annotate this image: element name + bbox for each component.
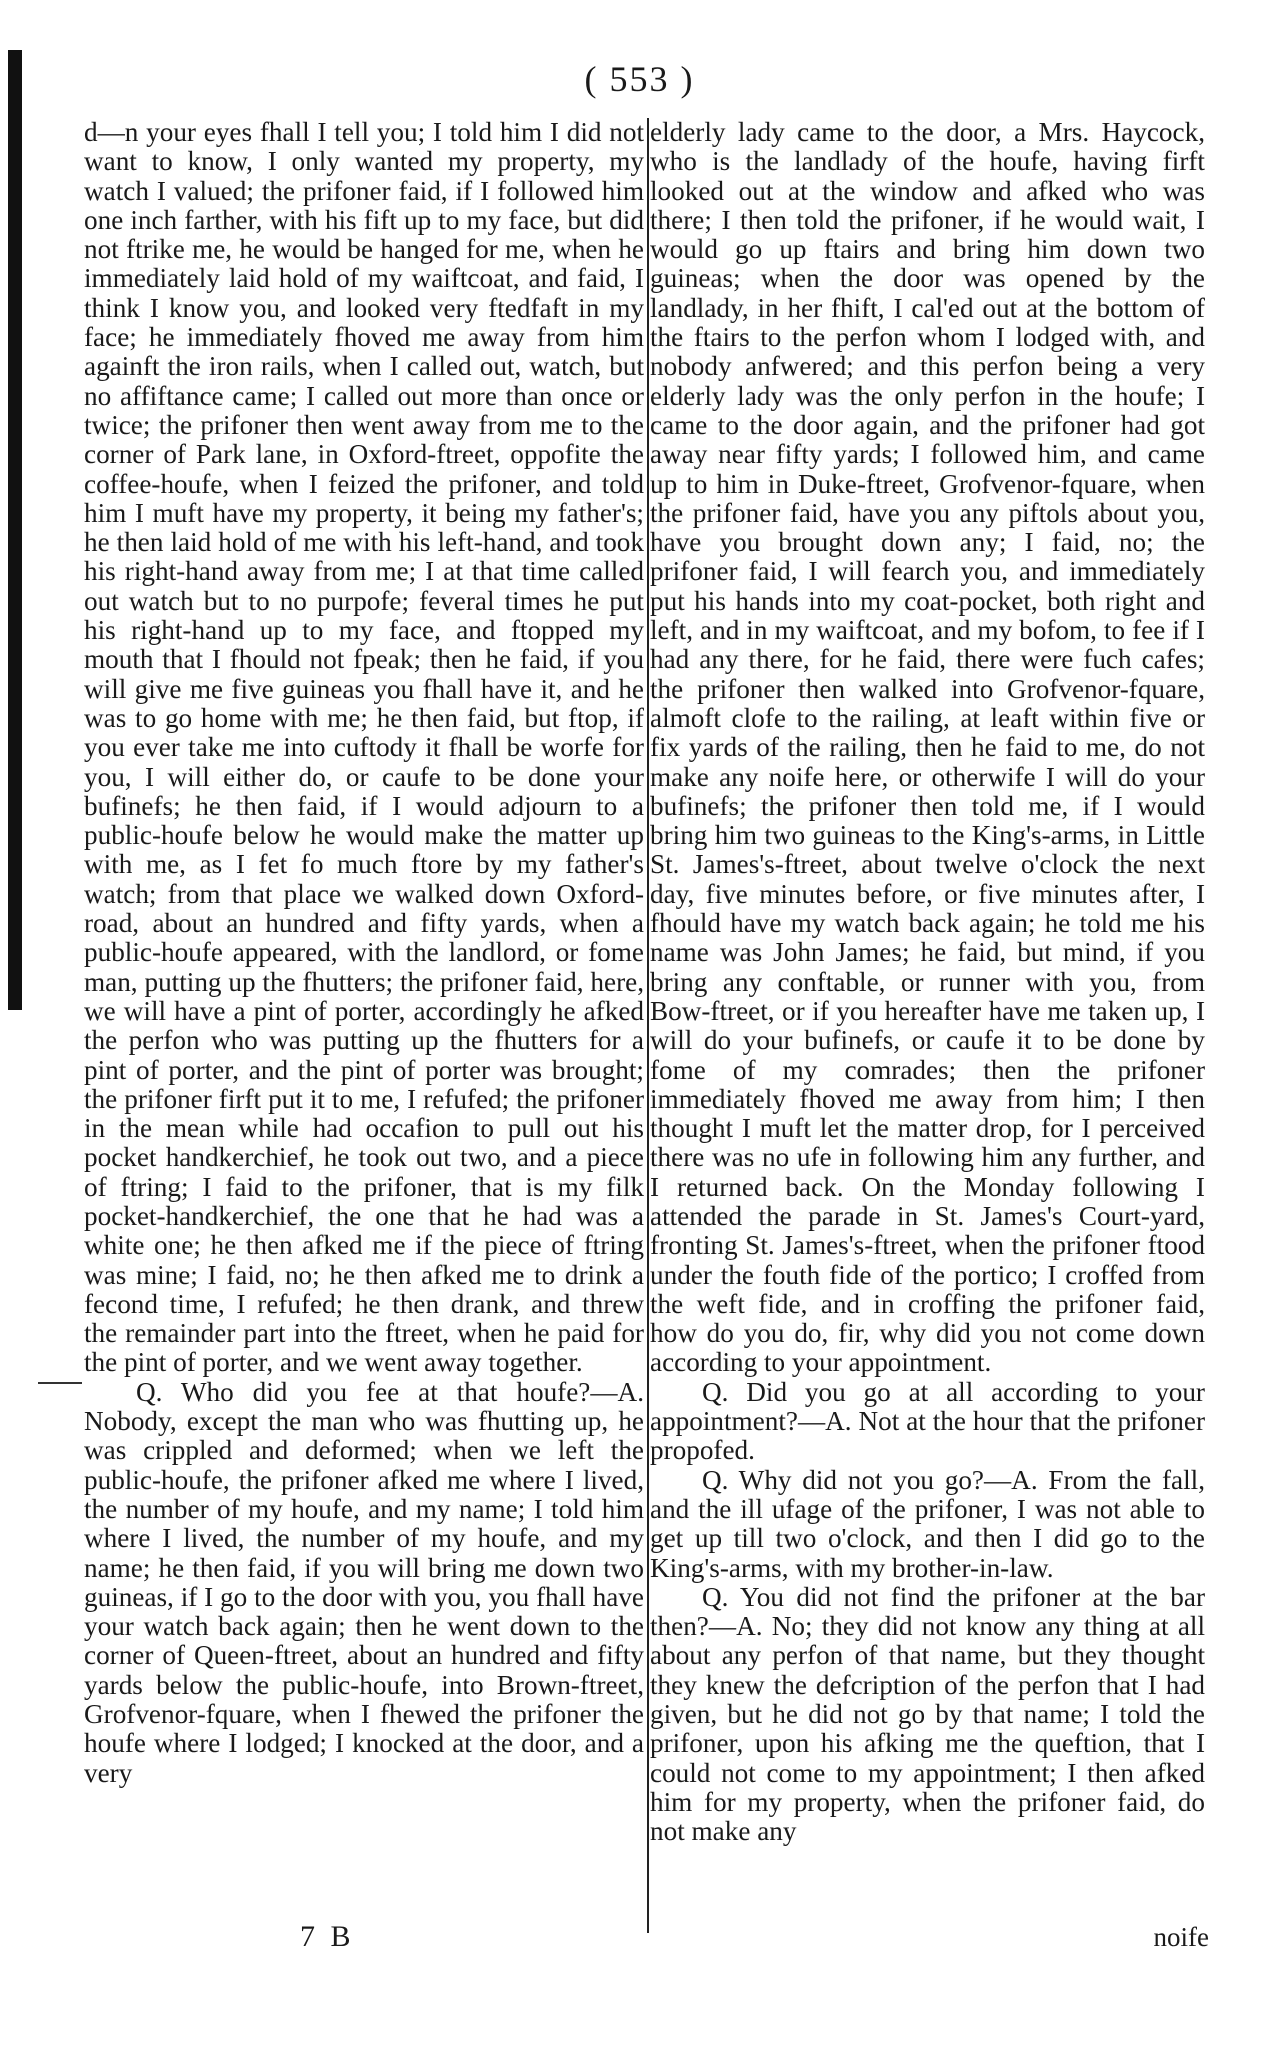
page-number: ( 553 ) <box>584 59 695 99</box>
paragraph: Q. Did you go at all according to your appointment?—A. Not at the hour that the prifoner propofed. <box>650 1376 1205 1466</box>
margin-mark <box>38 1382 82 1384</box>
left-column <box>84 118 644 1788</box>
paragraph: Q. Why did not you go?—A. From the fall, and the ill ufage of the prifoner, I was not able to get up till two o'clock, and then I did go to the King's-arms, with my brother-in-law. <box>650 1464 1205 1583</box>
paragraph: Q. You did not find the prifoner at the bar then?—A. No; they did not know any thing at all about any perfon of that name, but they thought they knew the defcription of the perfon that I had given, but he did not go by that name; I told the prifoner, upon his afking me the queftion, that I could not come to my appointment; I then afked him for my property, when the prifoner faid, do not make any <box>650 1581 1205 1847</box>
paragraph: elderly lady came to the door, a Mrs. Haycock, who is the landlady of the houfe, having firft looked out at the window and afked who was there; I then told the prifoner, if he would wait, I would go up ftairs and bring him down two guineas; when the door was opened by the landlady, in her fhift, I cal'ed out at the bottom of the ftairs to the perfon whom I lodged with, and nobody anfwered; and this perfon being a very elderly lady was the only perfon in the houfe; I came to the door again, and the prifoner had got away near fifty yards; I followed him, and came up to him in Duke-ftreet, Grofvenor-fquare, when the prifoner faid, have you any piftols about you, have you brought down any; I faid, no; the prifoner faid, I will fearch you, and immediately put his hands into my coat-pocket, both right and left, and in my waiftcoat, and my bofom, to fee if I had any there, for he faid, there were fuch cafes; the prifoner then walked into Grofvenor-fquare, almoft clofe to the railing, at leaft within five or fix yards of the railing, then he faid to me, do not make any noife here, or otherwife I will do your bufinefs; the prifoner then told me, if I would bring him two guineas to the King's-arms, in Little St. James's-ftreet, about twelve o'clock the next day, five minutes before, or five minutes after, I fhould have my watch back again; he told me his name was John James; he faid, but mind, if you bring any conftable, or runner with you, from Bow-ftreet, or if you hereafter have me taken up, I will do your bufinefs, or caufe it to be done by fome of my comrades; then the prifoner immediately fhoved me away from him; I then thought I muft let the matter drop, for I perceived there was no ufe in following him any further, and I returned back. On the Monday following I attended the parade in St. James's Court-yard, fronting St. James's-ftreet, when the prifoner ftood under the fouth fide of the portico; I croffed from the weft fide, and in croffing the prifoner faid, how do you do, fir, why did you not come down according to your appointment. <box>650 117 1205 1378</box>
signature-mark: 7 B <box>300 1920 355 1953</box>
column-divider <box>647 118 649 1933</box>
paragraph: d—n your eyes fhall I tell you; I told him I did not want to know, I only wanted my property, my watch I valued; the prifoner faid, if I followed him one inch farther, with his fift up to my face, but did not ftrike me, he would be hanged for me, when he immediately laid hold of my waiftcoat, and faid, I think I know you, and looked very ftedfaft in my face; he immediately fhoved me away from him againft the iron rails, when I called out, watch, but no affiftance came; I called out more than once or twice; the prifoner then went away from me to the corner of Park lane, in Oxford-ftreet, oppofite the coffee-houfe, when I feized the prifoner, and told him I muft have my property, it being my father's; he then laid hold of me with his left-hand, and took his right-hand away from me; I at that time called out watch but to no purpofe; feveral times he put his right-hand up to my face, and ftopped my mouth that I fhould not fpeak; then he faid, if you will give me five guineas you fhall have it, and he was to go home with me; he then faid, but ftop, if you ever take me into cuftody it fhall be worfe for you, I will either do, or caufe to be done your bufinefs; he then faid, if I would adjourn to a public-houfe below he would make the matter up with me, as I fet fo much ftore by my father's watch; from that place we walked down Oxford-road, about an hundred and fifty yards, when a public-houfe appeared, with the landlord, or fome man, putting up the fhutters; the prifoner faid, here, we will have a pint of porter, accordingly he afked the perfon who was putting up the fhutters for a pint of porter, and the pint of porter was brought; the prifoner firft put it to me, I refufed; the prifoner in the mean while had occafion to pull out his pocket handkerchief, he took out two, and a piece of ftring; I faid to the prifoner, that is my filk pocket-handkerchief, the one that he had was a white one; he then afked me if the piece of ftring was mine; I faid, no; he then afked me to drink a fecond time, I refufed; he then drank, and threw the remainder part into the ftreet, when he paid for the pint of porter, and we went away together. <box>84 117 644 1378</box>
right-column <box>650 118 1205 1847</box>
catchword: noife <box>1153 1922 1209 1952</box>
page-edge-shadow <box>8 50 22 1010</box>
paragraph: Q. Who did you fee at that houfe?—A. Nobody, except the man who was fhutting up, he was crippled and deformed; when we left the public-houfe, the prifoner afked me where I lived, the number of my houfe, and my name; I told him where I lived, the number of my houfe, and my name; he then faid, if you will bring me down two guineas, if I go to the door with you, you fhall have your watch back again; then he went down to the corner of Queen-ftreet, about an hundred and fifty yards below the public-houfe, into Brown-ftreet, Grofvenor-fquare, when I fhewed the prifoner the houfe where I lodged; I knocked at the door, and a very <box>84 1376 644 1788</box>
